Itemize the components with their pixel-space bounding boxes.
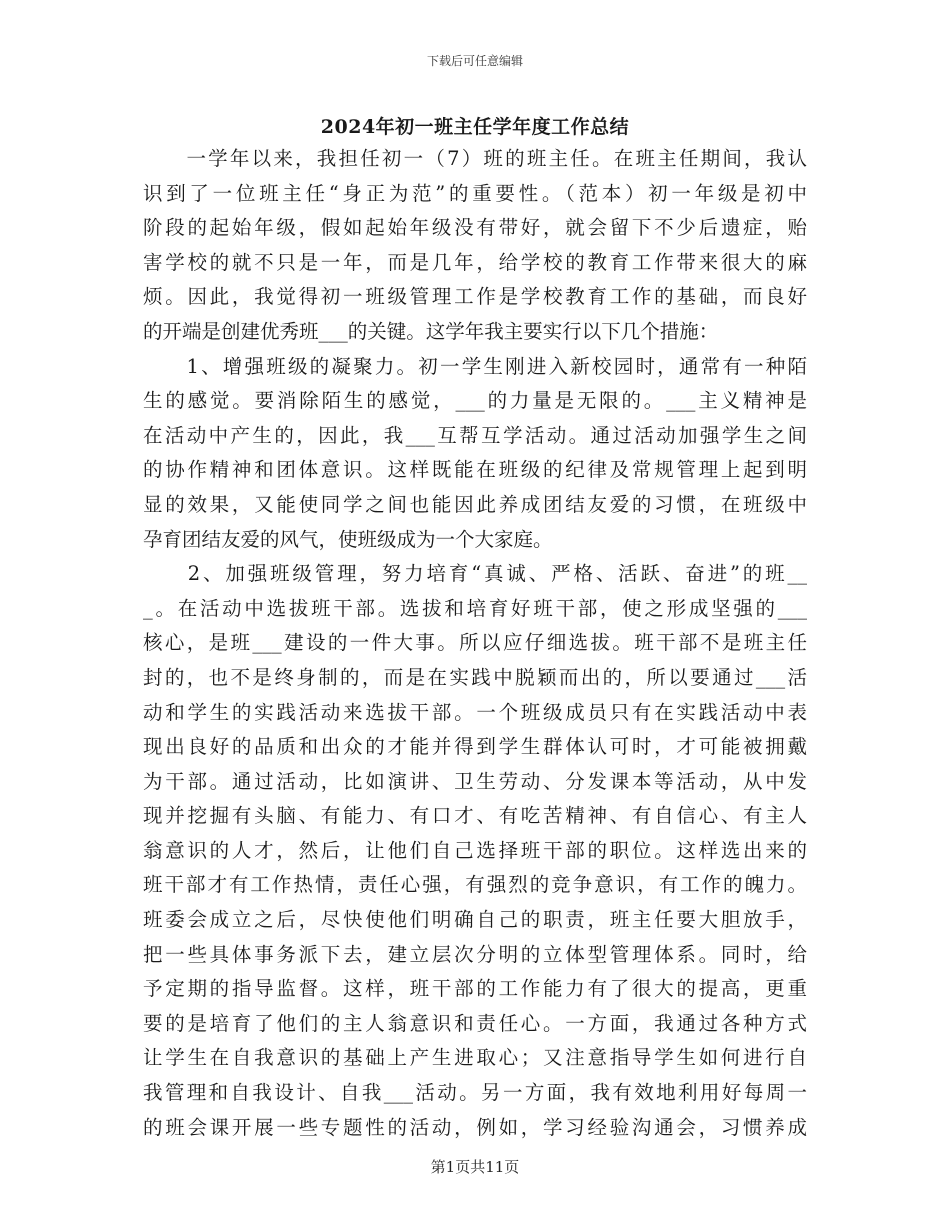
text-line-23: 班委会成立之后，尽快使他们明确自己的职责，班主任要大胆放手， <box>143 908 807 932</box>
text-line-13: 2、加强班级管理，努力培育“真诚、严格、活跃、奋进”的班__ <box>143 562 807 586</box>
text-line-26: 要的是培育了他们的主人翁意识和责任心。一方面，我通过各种方式 <box>143 1011 807 1035</box>
text-line-10: 的协作精神和团体意识。这样既能在班级的纪律及常规管理上起到明 <box>143 458 807 482</box>
text-line-8: 生的感觉。要消除陌生的感觉，___的力量是无限的。___主义精神是 <box>143 389 807 413</box>
text-line-9: 在活动中产生的，因此，我___互帮互学活动。通过活动加强学生之间 <box>143 423 807 447</box>
text-line-2: 识到了一位班主任“身正为范”的重要性。（范本）初一年级是初中 <box>143 181 807 205</box>
text-line-15: 核心，是班___建设的一件大事。所以应仔细选拔。班干部不是班主任 <box>143 631 807 655</box>
text-line-14: _。在活动中选拔班干部。选拔和培育好班干部，使之形成坚强的___ <box>143 596 807 620</box>
document-title: 2024年初一班主任学年度工作总结 <box>320 116 630 138</box>
document-body <box>143 142 807 1145</box>
text-line-11: 显的效果，又能使同学之间也能因此养成团结友爱的习惯，在班级中 <box>143 492 807 516</box>
text-line-4: 害学校的就不只是一年，而是几年，给学校的教育工作带来很大的麻 <box>143 250 807 274</box>
text-line-28: 我管理和自我设计、自我___活动。另一方面，我有效地利用好每周一 <box>143 1081 807 1105</box>
text-line-21: 翁意识的人才，然后，让他们自己选择班干部的职位。这样选出来的 <box>143 838 807 862</box>
text-line-6: 的开端是创建优秀班___的关键。这学年我主要实行以下几个措施： <box>143 319 719 343</box>
text-line-12: 孕育团结友爱的风气，使班级成为一个大家庭。 <box>143 527 553 551</box>
text-line-20: 现并挖掘有头脑、有能力、有口才、有吃苦精神、有自信心、有主人 <box>143 804 807 828</box>
page-header-note: 下载后可任意编辑 <box>426 54 523 68</box>
text-line-24: 把一些具体事务派下去，建立层次分明的立体型管理体系。同时，给 <box>143 942 807 966</box>
text-line-25: 予定期的指导监督。这样，班干部的工作能力有了很大的提高，更重 <box>143 977 807 1001</box>
text-line-3: 阶段的起始年级，假如起始年级没有带好，就会留下不少后遗症，贻 <box>143 216 807 240</box>
text-line-17: 动和学生的实践活动来选拔干部。一个班级成员只有在实践活动中表 <box>143 700 807 724</box>
text-line-27: 让学生在自我意识的基础上产生进取心；又注意指导学生如何进行自 <box>143 1046 807 1070</box>
text-line-22: 班干部才有工作热情，责任心强，有强烈的竞争意识，有工作的魄力。 <box>143 873 807 897</box>
text-line-7: 1、增强班级的凝聚力。初一学生刚进入新校园时，通常有一种陌 <box>143 354 807 378</box>
page-number-footer: 第1页共11页 <box>430 1158 520 1176</box>
text-line-18: 现出良好的品质和出众的才能并得到学生群体认可时，才可能被拥戴 <box>143 735 807 759</box>
text-line-19: 为干部。通过活动，比如演讲、卫生劳动、分发课本等活动，从中发 <box>143 769 807 793</box>
text-line-29: 的班会课开展一些专题性的活动，例如，学习经验沟通会，习惯养成 <box>143 1115 807 1139</box>
text-line-5: 烦。因此，我觉得初一班级管理工作是学校教育工作的基础，而良好 <box>143 285 807 309</box>
text-line-1: 一学年以来，我担任初一（7）班的班主任。在班主任期间，我认 <box>143 147 807 170</box>
text-line-16: 封的，也不是终身制的，而是在实践中脱颖而出的，所以要通过___活 <box>143 665 807 689</box>
